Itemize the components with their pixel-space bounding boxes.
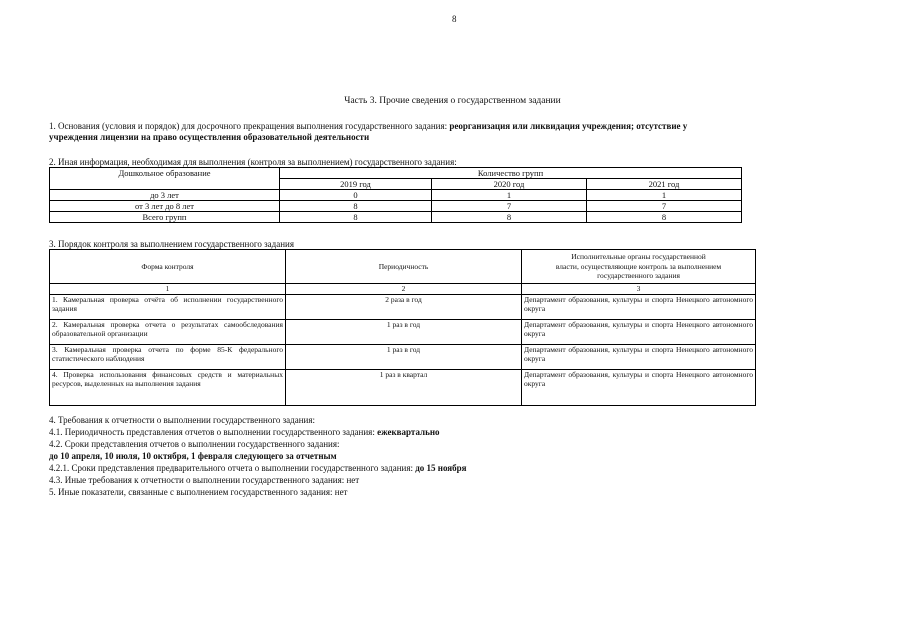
section-4-2-1 bbox=[49, 462, 467, 474]
section-4-2-value: до 10 апреля, 10 июля, 10 октября, 1 февраля следующего за отчетным bbox=[49, 451, 337, 461]
cell-value: 1 bbox=[587, 190, 742, 201]
control-form: 3. Камеральная проверка отчета по форме 85-К федерального статистического наблюдения bbox=[50, 344, 286, 369]
section-4-2: 4.2. Сроки представления отчетов о выполнении государственного задания: bbox=[49, 439, 340, 449]
section-2-heading: 2. Иная информация, необходимая для выполнения (контроля за выполнением) государственного задания: bbox=[49, 157, 457, 167]
header-authority-line: Исполнительные органы государственной bbox=[571, 252, 706, 262]
header-periodicity: Периодичность bbox=[286, 250, 522, 284]
control-periodicity: 1 раз в год bbox=[286, 344, 522, 369]
header-authority-line: власти, осуществляющие контроль за выполнением bbox=[555, 261, 722, 271]
cell-value: 7 bbox=[587, 201, 742, 212]
section-1-line-2: учреждения лицензии на право осуществления образовательной деятельности bbox=[49, 132, 370, 142]
control-form: 2. Камеральная проверка отчета о результатах самообследования образовательной организации bbox=[50, 319, 286, 344]
control-table bbox=[49, 249, 756, 406]
row-label: от 3 лет до 8 лет bbox=[50, 201, 280, 212]
header-authority-line: государственного задания bbox=[597, 271, 680, 281]
table-row bbox=[50, 369, 756, 405]
table-row bbox=[50, 190, 742, 201]
cell-value: 8 bbox=[432, 212, 587, 223]
table-row bbox=[50, 319, 756, 344]
table-row bbox=[50, 201, 742, 212]
cell-value: 7 bbox=[432, 201, 587, 212]
column-number: 1 bbox=[50, 284, 286, 295]
section-4-1-value: ежеквартально bbox=[377, 427, 440, 437]
section-4-heading: 4. Требования к отчетности о выполнении государственного задания: bbox=[49, 415, 315, 425]
control-authority: Департамент образования, культуры и спорта Ненецкого автономного округа bbox=[522, 369, 756, 405]
control-periodicity: 2 раза в год bbox=[286, 294, 522, 319]
header-groups-count: Количество групп bbox=[280, 168, 742, 179]
page-number: 8 bbox=[452, 14, 457, 24]
control-periodicity: 1 раз в квартал bbox=[286, 369, 522, 405]
part-title: Часть 3. Прочие сведения о государственном задании bbox=[344, 96, 561, 106]
header-year: 2021 год bbox=[587, 179, 742, 190]
control-periodicity: 1 раз в год bbox=[286, 319, 522, 344]
cell-value: 1 bbox=[432, 190, 587, 201]
row-label: до 3 лет bbox=[50, 190, 280, 201]
cell-value: 0 bbox=[280, 190, 432, 201]
cell-value: 8 bbox=[280, 212, 432, 223]
cell-value: 8 bbox=[280, 201, 432, 212]
section-1-bold-text: реорганизация или ликвидация учреждения; отсутствие у bbox=[449, 121, 688, 131]
control-form: 1. Камеральная проверка отчёта об исполнении государственного задания bbox=[50, 294, 286, 319]
column-number: 2 bbox=[286, 284, 522, 295]
section-4-3: 4.3. Иные требования к отчетности о выполнении государственного задания: нет bbox=[49, 475, 360, 485]
section-1-text: 1. Основания (условия и порядок) для досрочного прекращения выполнения государственного задания: bbox=[49, 121, 450, 131]
control-authority: Департамент образования, культуры и спорта Ненецкого автономного округа bbox=[522, 344, 756, 369]
control-authority: Департамент образования, культуры и спорта Ненецкого автономного округа bbox=[522, 294, 756, 319]
header-authority bbox=[522, 250, 756, 284]
section-3-heading: 3. Порядок контроля за выполнением государственного задания bbox=[49, 239, 294, 249]
table-row bbox=[50, 344, 756, 369]
header-year: 2019 год bbox=[280, 179, 432, 190]
header-preschool: Дошкольное образование bbox=[50, 168, 280, 190]
groups-table bbox=[49, 167, 742, 223]
column-number: 3 bbox=[522, 284, 756, 295]
section-4-2-1-value: до 15 ноября bbox=[415, 463, 467, 473]
table-row bbox=[50, 212, 742, 223]
control-authority: Департамент образования, культуры и спорта Ненецкого автономного округа bbox=[522, 319, 756, 344]
table-row bbox=[50, 294, 756, 319]
section-4-2-1-text: 4.2.1. Сроки представления предварительного отчета о выполнении государственного задания: bbox=[49, 463, 416, 473]
control-form: 4. Проверка использования финансовых средств и материальных ресурсов, выделенных на выполнения задания bbox=[50, 369, 286, 405]
row-label: Всего групп bbox=[50, 212, 280, 223]
cell-value: 8 bbox=[587, 212, 742, 223]
header-form: Форма контроля bbox=[50, 250, 286, 284]
section-4-1 bbox=[49, 426, 440, 438]
section-4-1-text: 4.1. Периодичность представления отчетов о выполнении государственного задания: bbox=[49, 427, 378, 437]
section-5: 5. Иные показатели, связанные с выполнением государственного задания: нет bbox=[49, 487, 348, 497]
header-year: 2020 год bbox=[432, 179, 587, 190]
